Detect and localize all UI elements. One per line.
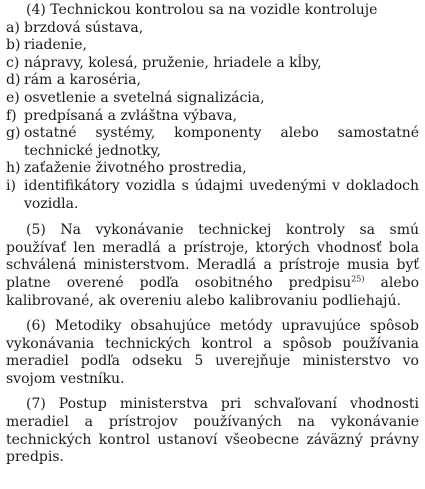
- list-item-text: predpísaná a zvláštna výbava,: [24, 107, 238, 124]
- list-item-a: [6, 20, 419, 38]
- list-item-letter: g): [6, 125, 21, 142]
- list-item-f: [6, 108, 419, 126]
- section-5-text-end: alebo kalibrované, ak overeniu alebo kalibrovaniu podliehajú.: [6, 274, 419, 309]
- list-item-h: [6, 160, 419, 178]
- section-5-paragraph: [6, 222, 419, 310]
- list-item-text: identifikátory vozidla s údajmi uvedenými v dokladoch vozidla.: [24, 177, 419, 212]
- section-4-heading: (4) Technickou kontrolou sa na vozidle kontroluje: [26, 2, 378, 18]
- list-item-text: zaťaženie životného prostredia,: [24, 160, 247, 177]
- section-5-text-start: (5) Na vykonávanie technickej kontroly sa smú používať len meradlá a prístroje, ktorých vhodnosť bola schválená ministerstvom. Meradlá a prístroje musia byť platne overené podľa osobitného predpisu: [6, 222, 419, 291]
- list-item-i: [6, 178, 419, 213]
- list-item-text: osvetlenie a svetelná signalizácia,: [24, 89, 265, 106]
- list-item-e: [6, 90, 419, 108]
- list-item-letter: i): [6, 177, 16, 194]
- list-item-b: [6, 37, 419, 55]
- list-item-c: [6, 55, 419, 73]
- list-item-letter: b): [6, 37, 21, 54]
- section-7-paragraph: (7) Postup ministerstva pri schvaľovaní vhodnosti meradiel a prístrojov používaných na vykonávanie technických kontrol ustanoví všeobecne záväzný právny predpis.: [6, 396, 419, 466]
- list-item-text: brzdová sústava,: [24, 19, 144, 36]
- list-item-letter: h): [6, 160, 21, 177]
- footnote-reference: 25): [351, 274, 365, 284]
- list-item-g: [6, 125, 419, 160]
- list-item-letter: e): [6, 89, 20, 106]
- list-item-letter: c): [6, 54, 20, 71]
- list-item-letter: d): [6, 72, 21, 89]
- section-6-paragraph: (6) Metodiky obsahujúce metódy upravujúce spôsob vykonávania technických kontrol a spôsob používania meradiel podľa odseku 5 uverejňuje ministerstvo vo svojom vestníku.: [6, 318, 419, 387]
- list-item-letter: a): [6, 19, 20, 36]
- list-item-text: nápravy, kolesá, pruženie, hriadele a kĺby,: [24, 54, 322, 71]
- list-item-text: riadenie,: [24, 37, 87, 54]
- list-item-text: ostatné systémy, komponenty alebo samostatné technické jednotky,: [24, 125, 419, 159]
- section-4-list: [6, 20, 419, 214]
- list-item-letter: f): [6, 107, 17, 124]
- list-item-text: rám a karoséria,: [24, 72, 141, 89]
- list-item-d: [6, 72, 419, 90]
